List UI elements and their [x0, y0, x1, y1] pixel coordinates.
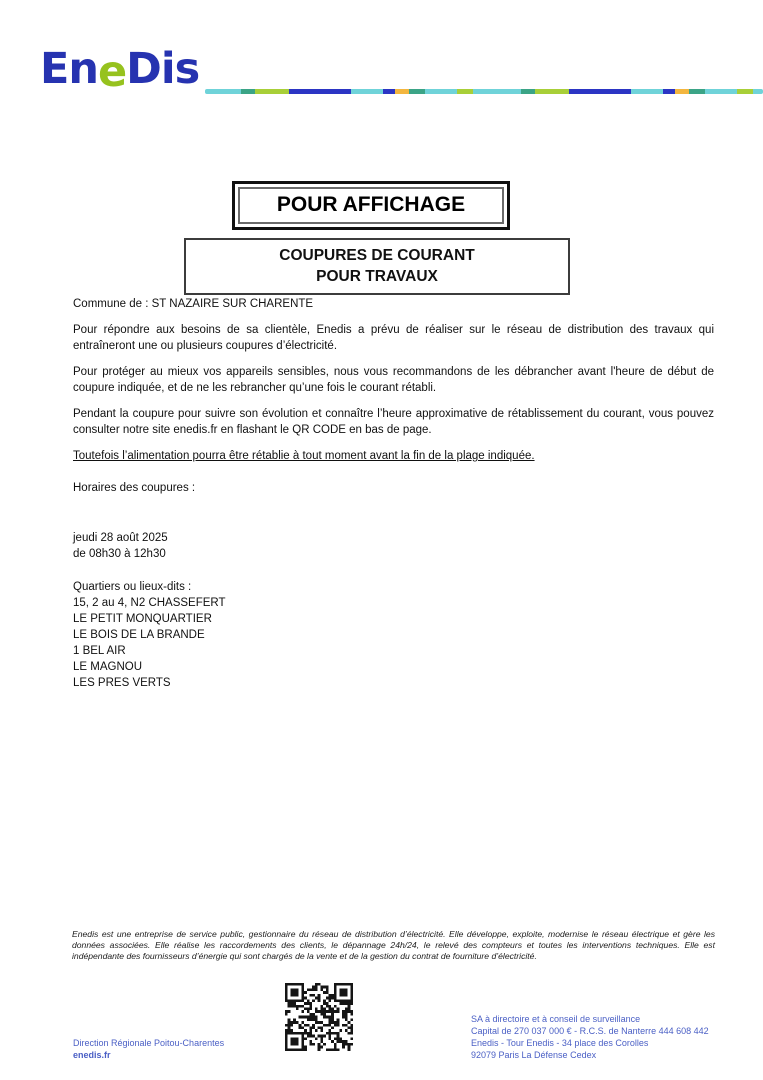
- quartiers-label: Quartiers ou lieux-dits :: [73, 581, 192, 593]
- commune-line: Commune de : ST NAZAIRE SUR CHARENTE: [73, 298, 314, 310]
- notice-title-box: [184, 238, 570, 295]
- brand-dashed-rule: [205, 89, 763, 94]
- quartier-item: LE MAGNOU: [73, 661, 143, 673]
- logo-text-e: e: [98, 47, 127, 97]
- quartier-item: LE BOIS DE LA BRANDE: [73, 629, 205, 641]
- website-label: enedis.fr: [73, 1050, 111, 1060]
- paragraph-advice: Pour protéger au mieux vos appareils sensibles, nous vous recommandons de les débrancher avant l'heure de début de coupure indiquée, et de ne les rebrancher qu’une fois le courant rétabli.: [73, 366, 714, 394]
- quartier-item: LE PETIT MONQUARTIER: [73, 613, 212, 625]
- affichage-label: POUR AFFICHAGE: [276, 193, 466, 216]
- enedis-logo: [40, 44, 200, 97]
- logo-text-left: En: [40, 44, 98, 94]
- company-info-line: Enedis - Tour Enedis - 34 place des Corolles: [471, 1038, 649, 1048]
- notice-body: [73, 296, 714, 691]
- company-info-line: Capital de 270 037 000 € - R.C.S. de Nanterre 444 608 442: [471, 1026, 709, 1036]
- notice-title-line2: POUR TRAVAUX: [316, 268, 438, 285]
- schedule-date: jeudi 28 août 2025: [73, 532, 168, 544]
- paragraph-intro: Pour répondre aux besoins de sa clientèle, Enedis a prévu de réaliser sur le réseau de distribution des travaux qui entraîneront une ou plusieurs coupures d’électricité.: [73, 324, 714, 352]
- affichage-box-inner: [238, 187, 504, 224]
- legal-text: Enedis est une entreprise de service public, gestionnaire du réseau de distribution d’électricité. Elle développe, exploite, modernise le réseau électrique et gère les données associées. Elle réalise les raccordements des clients, le dépannage 24h/24, le relevé des compteurs et toutes les interventions techniques. Elle est indépendante des fournisseurs d’énergie qui sont chargés de la vente et de la gestion du contrat de fourniture d’électricité.: [72, 929, 715, 962]
- region-label: Direction Régionale Poitou-Charentes: [73, 1038, 225, 1048]
- affichage-box: [232, 181, 510, 230]
- qr-code: [285, 983, 353, 1051]
- underlined-notice: Toutefois l’alimentation pourra être rétablie à tout moment avant la fin de la plage indiquée.: [73, 450, 535, 462]
- company-info-line: 92079 Paris La Défense Cedex: [471, 1050, 597, 1060]
- quartier-item: LES PRES VERTS: [73, 677, 171, 689]
- company-info-line: SA à directoire et à conseil de surveillance: [471, 1014, 641, 1024]
- horaires-label: Horaires des coupures :: [73, 482, 196, 494]
- quartier-item: 1 BEL AIR: [73, 645, 126, 657]
- company-block: [471, 1013, 709, 1061]
- quartier-item: 15, 2 au 4, N2 CHASSEFERT: [73, 597, 226, 609]
- schedule-time: de 08h30 à 12h30: [73, 548, 166, 560]
- region-block: [73, 1037, 224, 1061]
- logo-text-right: Dis: [126, 44, 200, 94]
- notice-title-line1: COUPURES DE COURANT: [279, 247, 475, 264]
- paragraph-qrcode: Pendant la coupure pour suivre son évolution et connaître l’heure approximative de rétablissement du courant, vous pouvez consulter notre site enedis.fr en flashant le QR CODE en bas de page.: [73, 408, 714, 436]
